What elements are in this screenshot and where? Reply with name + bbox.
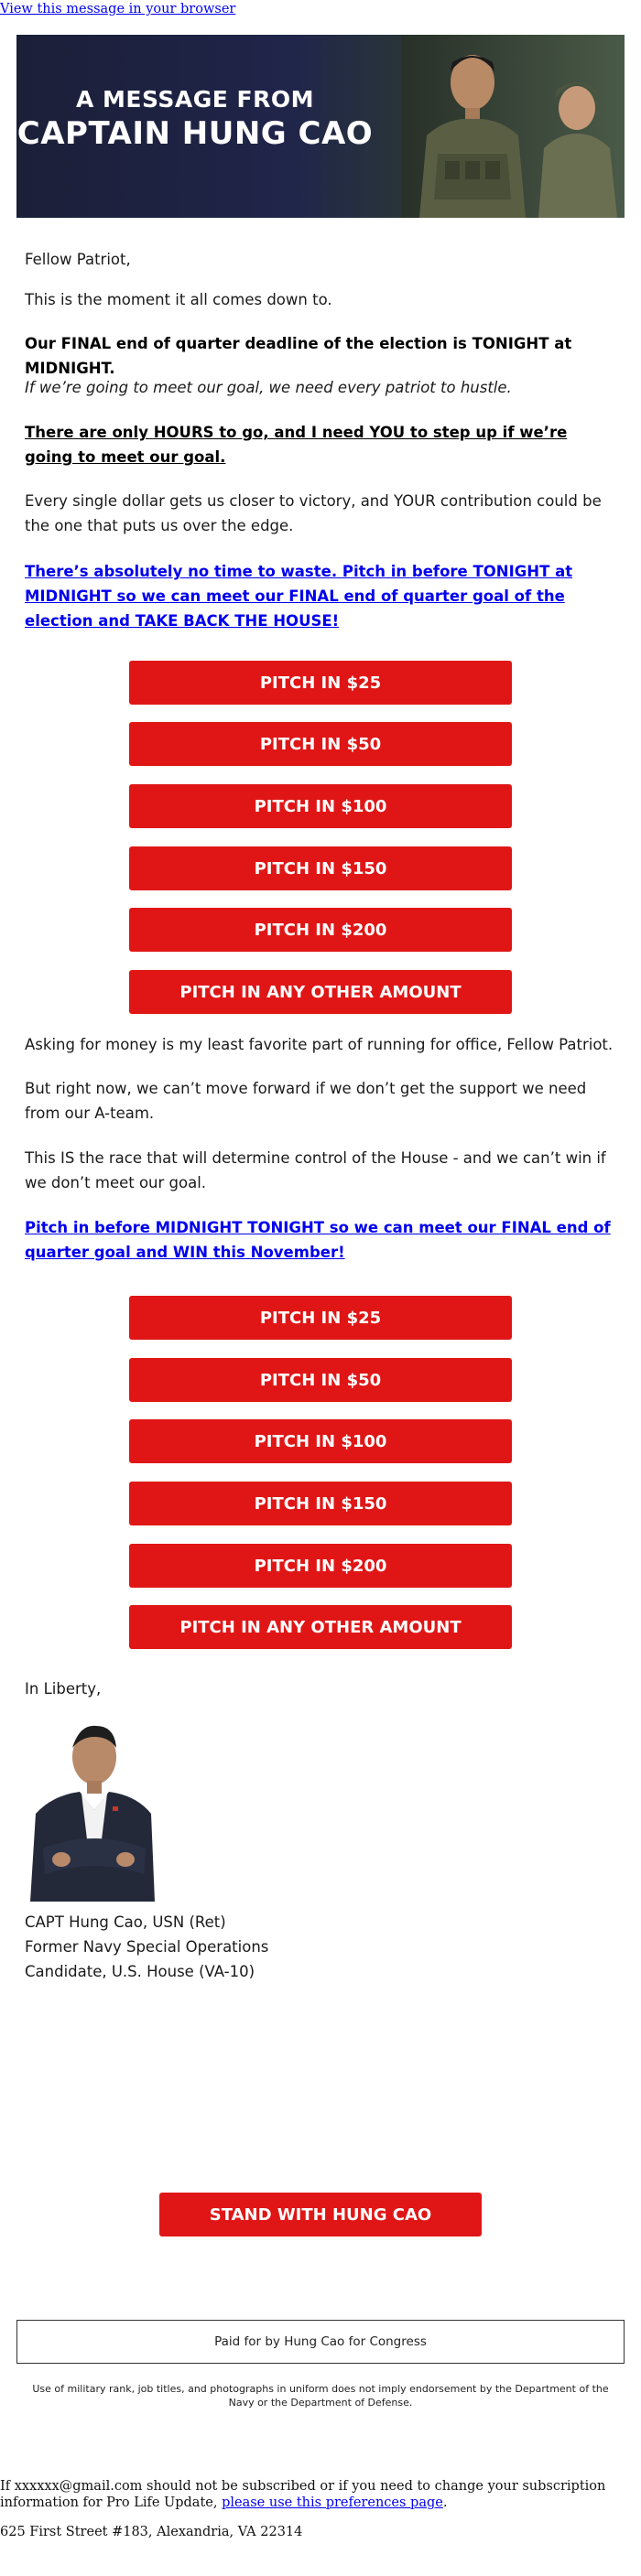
unsubscribe-paragraph [0, 2478, 641, 2511]
paragraph-moment: This is the moment it all comes down to. [25, 291, 332, 308]
pitch-in-100-button[interactable]: PITCH IN $100 [129, 1419, 512, 1463]
banner-title-line1: A MESSAGE FROM [75, 86, 314, 113]
donate-link-1[interactable]: There’s absolutely no time to waste. Pitch in before TONIGHT at MIDNIGHT so we can meet our FINAL end of quarter goal of the election and TAKE BACK THE HOUSE! [25, 563, 573, 630]
paragraph-deadline: Our FINAL end of quarter deadline of the election is TONIGHT at MIDNIGHT. [25, 335, 572, 377]
paid-for-box [16, 2320, 625, 2364]
paragraph-hours: There are only HOURS to go, and I need YOU to step up if we’re going to meet our goal. [25, 424, 568, 466]
candidate-portrait [25, 1711, 158, 1902]
view-in-browser-bar [0, 0, 235, 18]
pitch-in-200-button[interactable]: PITCH IN $200 [129, 1544, 512, 1588]
link-paragraph-2 [25, 1215, 616, 1265]
paragraph-move-forward: But right now, we can’t move forward if we don’t get the support we need from our A-team. [25, 1080, 587, 1122]
mailing-address: 625 First Street #183, Alexandria, VA 22314 [0, 2525, 303, 2539]
stand-with-hung-cao-button[interactable]: STAND WITH HUNG CAO [159, 2193, 482, 2236]
pitch-in-200-button[interactable]: PITCH IN $200 [129, 908, 512, 952]
header-banner [16, 35, 625, 218]
banner-soldiers-photo [401, 35, 625, 218]
unsubscribe-text: If xxxxxx@gmail.com should not be subscribed or if you need to change your subscription information for Pro Life Update, [0, 2479, 606, 2510]
paragraph-asking: Asking for money is my least favorite part of running for office, Fellow Patriot. [25, 1036, 614, 1053]
paragraph-every-dollar: Every single dollar gets us closer to victory, and YOUR contribution could be the one that puts us over the edge. [25, 492, 602, 534]
greeting: Fellow Patriot, [25, 251, 131, 268]
signature-rank: CAPT Hung Cao, USN (Ret) [25, 1913, 226, 1931]
pitch-in-150-button[interactable]: PITCH IN $150 [129, 1482, 512, 1525]
signoff: In Liberty, [25, 1680, 102, 1698]
view-in-browser-link[interactable]: View this message in your browser [0, 2, 236, 16]
unsubscribe-end: . [442, 2495, 448, 2510]
signature-candidate: Candidate, U.S. House (VA-10) [25, 1963, 255, 1980]
link-paragraph-1 [25, 559, 616, 633]
signature-title: Former Navy Special Operations [25, 1938, 269, 1956]
pitch-in-25-button[interactable]: PITCH IN $25 [129, 661, 512, 705]
military-disclaimer: Use of military rank, job titles, and photographs in uniform does not imply endorsement by the Department of the Navy or the Department of Defense. [32, 2383, 609, 2409]
pitch-in-50-button[interactable]: PITCH IN $50 [129, 722, 512, 766]
preferences-link[interactable]: please use this preferences page [222, 2495, 443, 2510]
paragraph-hustle: If we’re going to meet our goal, we need every patriot to hustle. [25, 379, 512, 396]
pitch-in-150-button[interactable]: PITCH IN $150 [129, 846, 512, 890]
pitch-in-50-button[interactable]: PITCH IN $50 [129, 1358, 512, 1402]
donate-link-2[interactable]: Pitch in before MIDNIGHT TONIGHT so we can meet our FINAL end of quarter goal and WIN this November! [25, 1219, 611, 1261]
pitch-in-other-button[interactable]: PITCH IN ANY OTHER AMOUNT [129, 970, 512, 1014]
pitch-in-100-button[interactable]: PITCH IN $100 [129, 784, 512, 828]
pitch-in-other-button[interactable]: PITCH IN ANY OTHER AMOUNT [129, 1605, 512, 1649]
banner-title-line2: CAPTAIN HUNG CAO [16, 115, 374, 152]
pitch-in-25-button[interactable]: PITCH IN $25 [129, 1296, 512, 1340]
paragraph-control-house: This IS the race that will determine control of the House - and we can’t win if we don’t meet our goal. [25, 1149, 606, 1191]
paid-for-text: Paid for by Hung Cao for Congress [214, 2334, 427, 2349]
